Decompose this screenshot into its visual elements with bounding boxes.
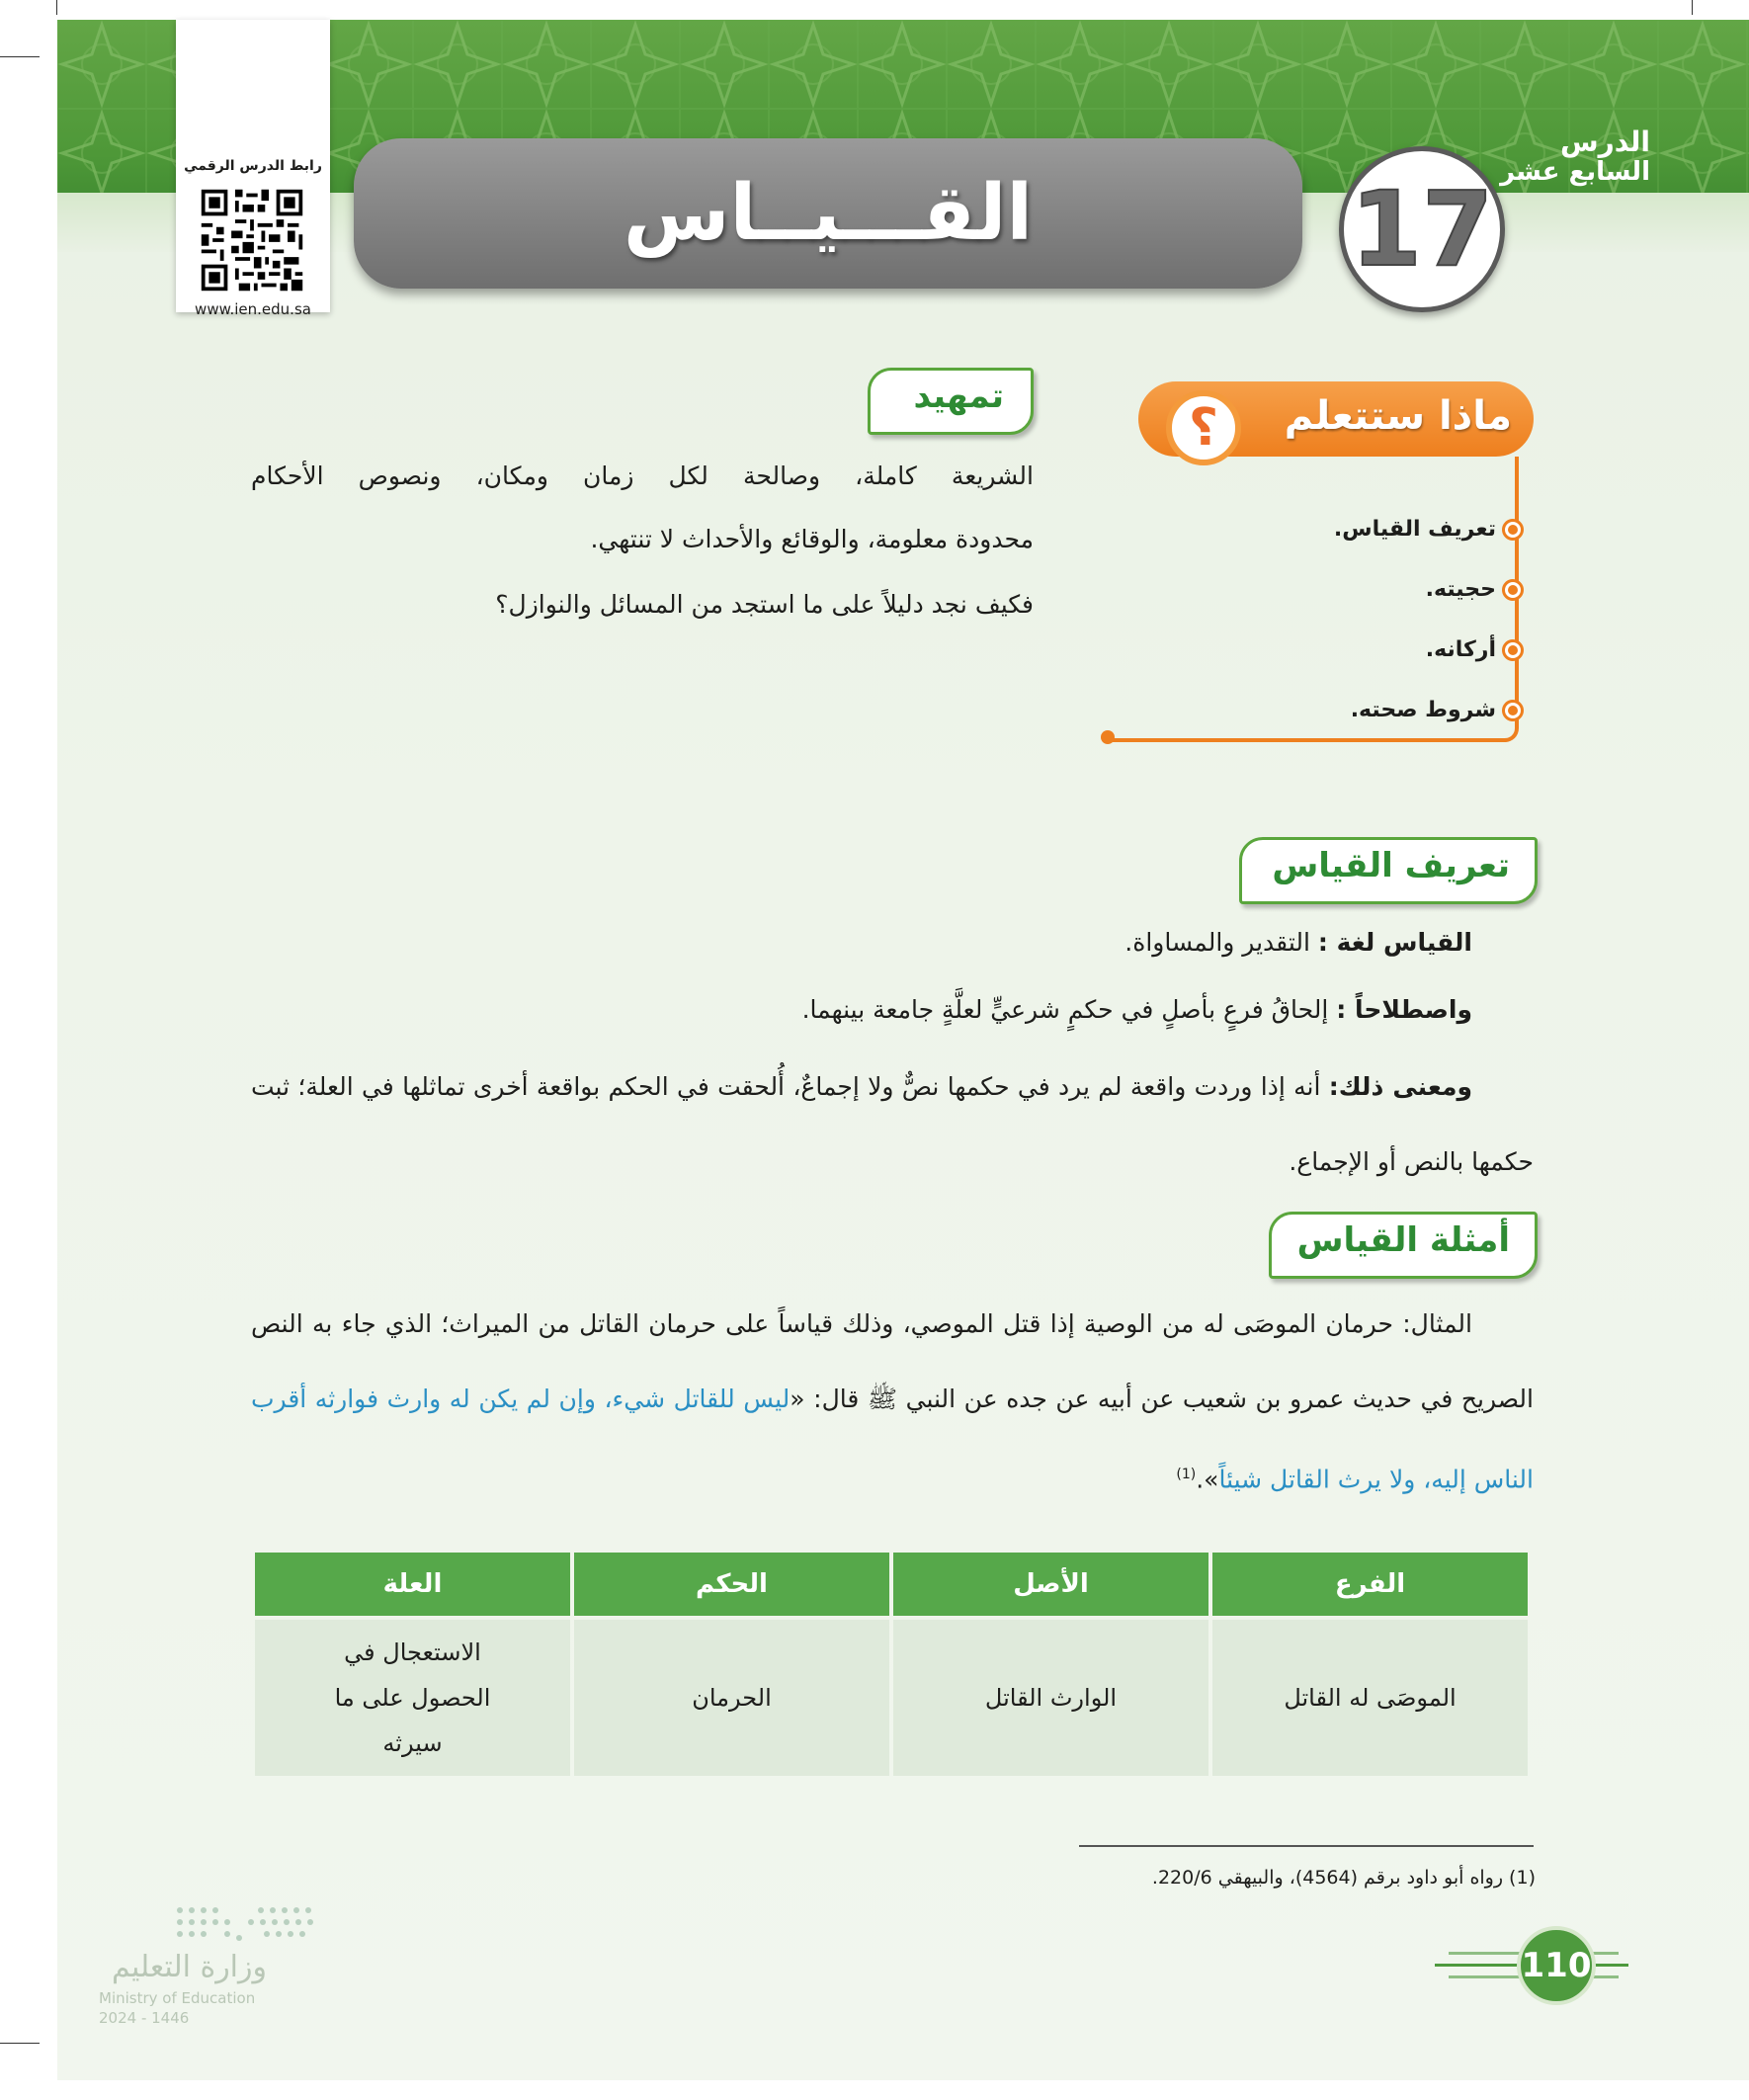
qr-url[interactable]: www.ien.edu.sa: [195, 300, 311, 318]
qr-code-icon[interactable]: [198, 186, 306, 294]
learn-frame-dot: [1101, 730, 1115, 744]
bullet-icon: [1502, 519, 1524, 541]
hadith-quote: ليس للقاتل شيء، وإن لم يكن له وارث فوارثه أقرب الناس إليه، ولا يرث القاتل شيئاً: [251, 1385, 1534, 1494]
table-cell: الوارث القاتل: [893, 1620, 1208, 1776]
lesson-title: القـــيــاس: [623, 169, 1034, 258]
footnote-divider: [1079, 1845, 1534, 1847]
lesson-number: 17: [1350, 169, 1494, 290]
footnote-ref[interactable]: (1): [1176, 1467, 1197, 1482]
intro-heading: تمهيد: [913, 377, 1004, 416]
crop-mark: [56, 0, 57, 15]
ministry-name-en: Ministry of Education: [99, 1989, 256, 2007]
lesson-title-pill: [354, 138, 1302, 289]
bullet-icon: [1502, 579, 1524, 601]
lesson-label: [1500, 126, 1650, 188]
lesson-number-badge: [1339, 146, 1505, 312]
question-mark-icon: ؟: [1166, 390, 1241, 465]
crop-mark: [0, 2043, 40, 2044]
crop-mark: [0, 56, 40, 57]
definition-lang: القياس لغة : التقدير والمساواة.: [1124, 928, 1472, 957]
definition-term: واصطلاحاً : إلحاقُ فرعٍ بأصلٍ في حكمٍ شرعيٍّ لعلَّةٍ جامعة بينهما.: [801, 995, 1472, 1024]
definition-lang-label: القياس لغة :: [1317, 928, 1472, 957]
learn-title: ماذا ستتعلم: [1284, 393, 1512, 439]
intro-line1: الشريعة كاملة، وصالحة لكل زمان ومكان، ونصوص الأحكام: [251, 462, 1034, 490]
ministry-logo-icon: [172, 1902, 330, 1946]
intro-line2: محدودة معلومة، والوقائع والأحداث لا تنتهي.: [590, 525, 1034, 553]
table-header: الأصل: [893, 1553, 1208, 1616]
qr-caption: رابط الدرس الرقمي: [184, 158, 322, 174]
examples-text: المثال: حرمان الموصَى له من الوصية إذا قتل الموصي، وذلك قياساً على حرمان القاتل من الميراث؛ الذي جاء به النص الصريح في حديث عمرو بن شعيب عن أبيه عن جده عن النبي ﷺ قال: «ليس للقاتل شيء، وإن لم يكن له وارث فوارثه أقرب الناس إليه، ولا يرث القاتل شيئاً».$^{(1)}$: [251, 1309, 1534, 1494]
table-header-row: [255, 1553, 1528, 1616]
table-cell: الاستعجال في الحصول على ما سيرثه: [255, 1620, 570, 1776]
bullet-icon: [1502, 639, 1524, 661]
examples-heading: أمثلة القياس: [1296, 1220, 1510, 1260]
learn-item: حجيته.: [1334, 559, 1524, 620]
ministry-name-ar: وزارة التعليم: [111, 1950, 267, 1984]
definition-meaning-label: ومعنى ذلك:: [1328, 1072, 1472, 1101]
lesson-label-line2: السابع عشر: [1500, 157, 1650, 188]
ministry-year: 2024 - 1446: [99, 2009, 190, 2027]
learn-item: تعريف القياس.: [1334, 499, 1524, 559]
table-cell: الموصَى له القاتل: [1212, 1620, 1528, 1776]
table-header: الحكم: [574, 1553, 889, 1616]
definition-heading: تعريف القياس: [1272, 846, 1510, 885]
crop-mark: [1692, 0, 1693, 15]
footnote: (1) رواه أبو داود برقم (4564)، والبيهقي 220/6.: [1151, 1867, 1536, 1889]
intro-line3: فكيف نجد دليلاً على ما استجد من المسائل والنوازل؟: [495, 590, 1034, 619]
table-row: [255, 1620, 1528, 1776]
page-number: 110: [1517, 1926, 1596, 2005]
bullet-icon: [1502, 700, 1524, 721]
table-cell: الحرمان: [574, 1620, 889, 1776]
lesson-label-line1: الدرس: [1559, 126, 1650, 158]
learn-item: شروط صحته.: [1334, 680, 1524, 740]
definition-term-label: واصطلاحاً :: [1336, 995, 1472, 1024]
qr-card[interactable]: [176, 20, 330, 318]
learn-list: [1334, 499, 1524, 740]
analogy-table: [251, 1549, 1532, 1780]
definition-meaning: ومعنى ذلك: أنه إذا وردت واقعة لم يرد في حكمها نصٌّ ولا إجماعٌ، أُلحقت في الحكم بواقعة أخرى تماثلها في العلة؛ ثبت حكمها بالنص أو الإجماع.: [251, 1072, 1534, 1176]
table-header: الفرع: [1212, 1553, 1528, 1616]
table-header: العلة: [255, 1553, 570, 1616]
learn-item: أركانه.: [1334, 620, 1524, 680]
